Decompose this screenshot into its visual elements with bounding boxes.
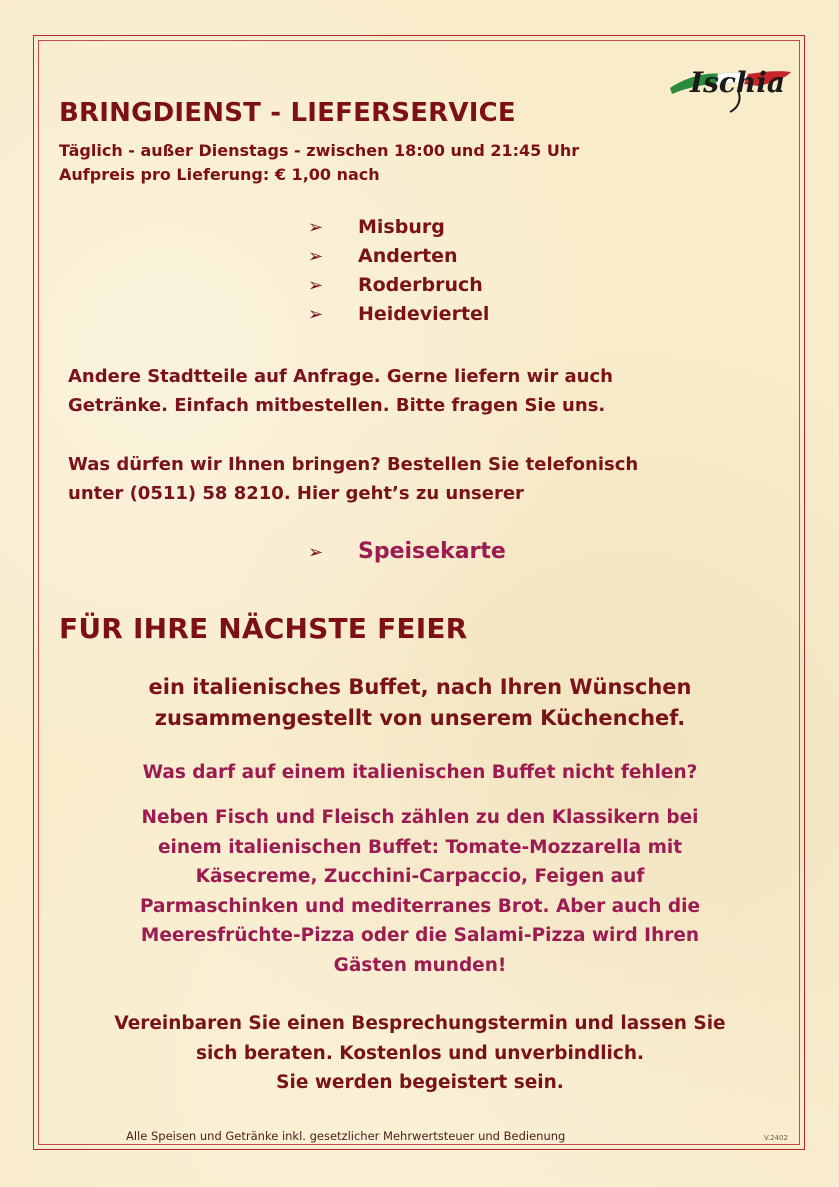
arrow-bullet-icon: ➢ <box>308 275 324 296</box>
answer-line: Parmaschinken und mediterranes Brot. Aber auch die <box>139 895 701 917</box>
menu-link-row[interactable] <box>308 539 506 564</box>
area-label: Heideviertel <box>358 303 490 325</box>
order-line1: Was dürfen wir Ihnen bringen? Bestellen Sie telefonisch <box>68 454 639 475</box>
order-line2: unter (0511) 58 8210. Hier geht’s zu unserer <box>68 483 524 504</box>
area-label: Misburg <box>358 216 445 238</box>
closing-line: sich beraten. Kostenlos und unverbindlich. <box>195 1042 645 1064</box>
closing-line: Vereinbaren Sie einen Besprechungstermin und lassen Sie <box>114 1013 726 1034</box>
area-label: Roderbruch <box>358 274 483 296</box>
area-item <box>308 245 458 267</box>
closing-line: Sie werden begeistert sein. <box>276 1072 564 1093</box>
arrow-bullet-icon: ➢ <box>308 304 324 325</box>
area-item <box>308 216 445 238</box>
answer-line: einem italienischen Buffet: Tomate-Mozzarella mit <box>157 836 683 858</box>
delivery-hours: Täglich - außer Dienstags - zwischen 18:00 und 21:45 Uhr <box>59 141 580 160</box>
answer-line: Neben Fisch und Fleisch zählen zu den Klassikern bei <box>141 807 699 828</box>
arrow-bullet-icon: ➢ <box>308 542 324 563</box>
answer-line: Käsecreme, Zucchini-Carpaccio, Feigen auf <box>195 866 645 887</box>
delivery-title: BRINGDIENST - LIEFERSERVICE <box>59 98 516 128</box>
ischia-logo <box>668 50 793 115</box>
party-intro <box>60 672 780 734</box>
party-intro-line1: ein italienisches Buffet, nach Ihren Wünschen <box>148 675 692 699</box>
footer-note: Alle Speisen und Getränke inkl. gesetzlicher Mehrwertsteuer und Bedienung <box>126 1129 566 1143</box>
area-item <box>308 274 483 296</box>
buffet-answer <box>60 803 780 980</box>
other-areas-line1: Andere Stadtteile auf Anfrage. Gerne liefern wir auch <box>68 366 613 387</box>
arrow-bullet-icon: ➢ <box>308 217 324 238</box>
answer-line: Gästen munden! <box>333 954 507 976</box>
area-item <box>308 303 489 325</box>
arrow-bullet-icon: ➢ <box>308 246 324 267</box>
version-label: V.2402 <box>764 1134 788 1142</box>
delivery-surcharge: Aufpreis pro Lieferung: € 1,00 nach <box>59 165 380 184</box>
closing-text <box>60 1009 780 1098</box>
party-title: FÜR IHRE NÄCHSTE FEIER <box>59 612 468 645</box>
other-areas-line2: Getränke. Einfach mitbestellen. Bitte fragen Sie uns. <box>68 395 606 416</box>
menu-link[interactable]: Speisekarte <box>358 539 506 564</box>
answer-line: Meeresfrüchte-Pizza oder die Salami-Pizza wird Ihren <box>140 925 700 946</box>
party-intro-line2: zusammengestellt von unserem Küchenchef. <box>154 706 686 730</box>
area-label: Anderten <box>358 245 458 267</box>
logo-text: Ischia <box>690 66 786 99</box>
buffet-question: Was darf auf einem italienischen Buffet nicht fehlen? <box>142 762 698 783</box>
